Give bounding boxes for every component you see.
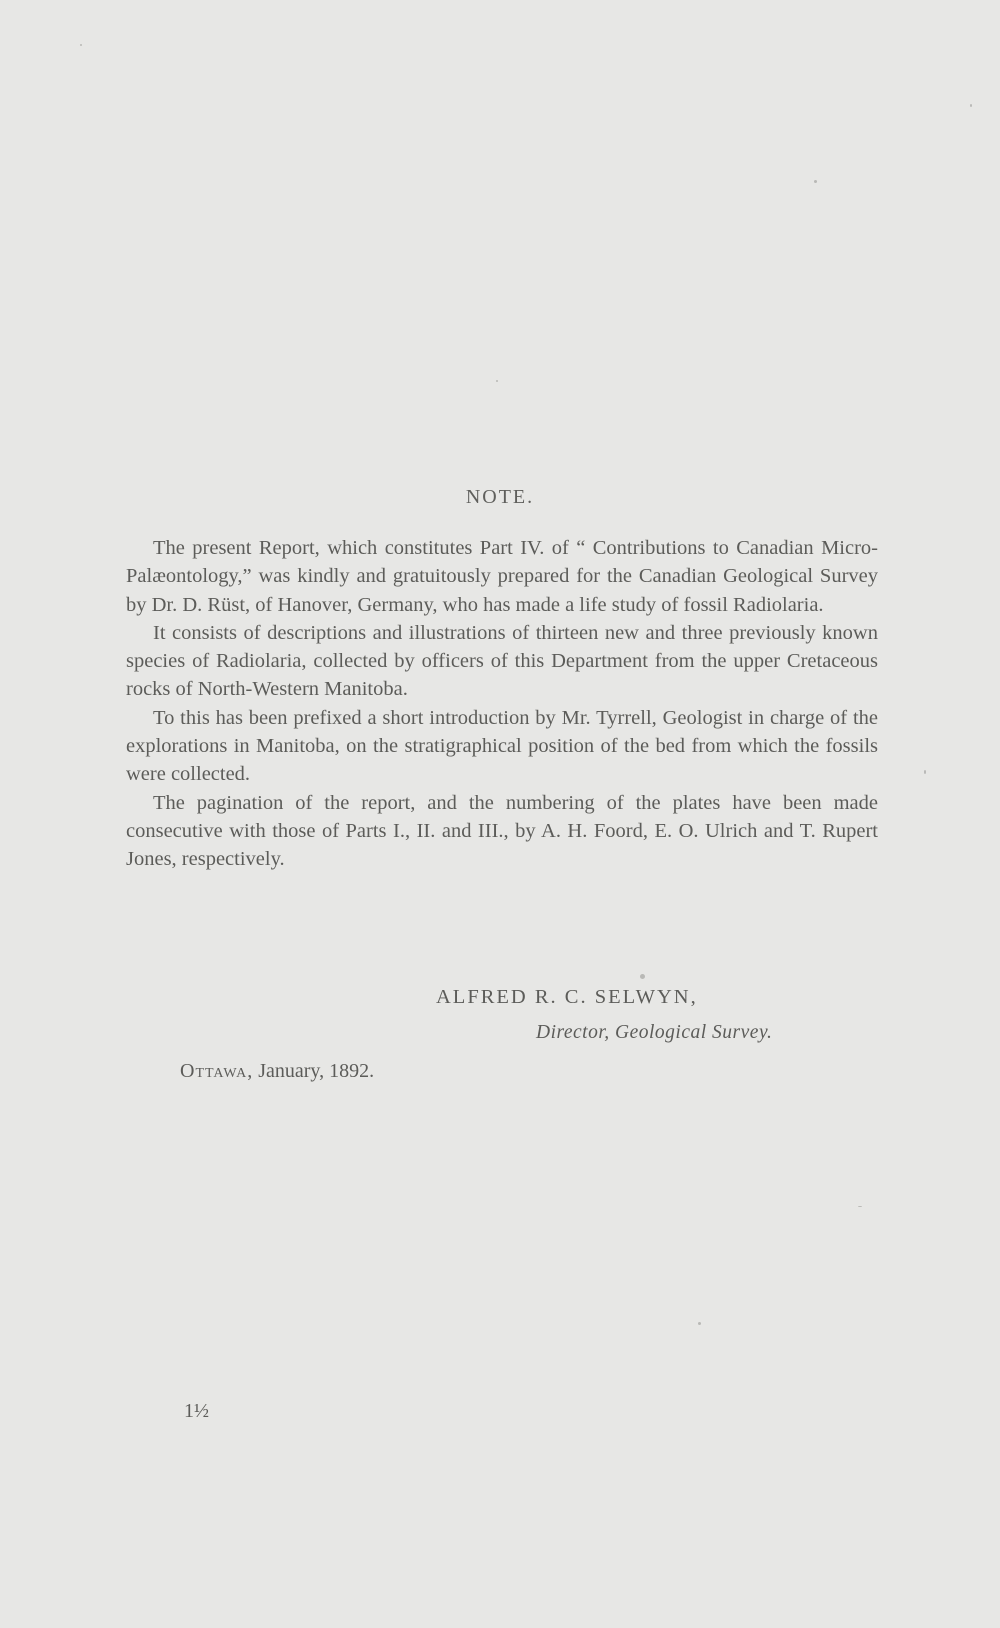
paragraph-4: The pagination of the report, and the numbering of the plates have been made consecutive with those of Parts I., II. and III., by A. H. Foord, E. O. Ulrich and T. Rupert Jones, respectively. — [126, 791, 878, 871]
signature-mark: 1½ — [184, 1400, 209, 1422]
paper-speck — [640, 974, 645, 979]
paper-speck — [698, 1322, 701, 1325]
note-heading: NOTE. — [465, 486, 535, 508]
paragraph-2: It consists of descriptions and illustrations of thirteen new and three previously known species of Radiolaria, collected by officers of this Department from the upper Cretaceous rocks of North-Western Manitoba. — [126, 621, 878, 701]
dateline — [180, 1060, 374, 1083]
paper-speck — [496, 380, 498, 382]
paragraph-1: The present Report, which constitutes Part IV. of “ Contributions to Canadian Micro-Palæontology,” was kindly and gratuitously prepared for the Canadian Geological Survey by Dr. D. Rüst, of Hanover, Germany, who has made a life study of fossil Radiolaria. — [126, 537, 878, 616]
paper-speck — [80, 44, 82, 46]
note-body — [126, 534, 878, 874]
signatory-title: Director, Geological Survey. — [536, 1022, 773, 1043]
date: January, 1892. — [258, 1060, 375, 1082]
paper-speck — [970, 104, 972, 107]
paper-speck — [814, 180, 817, 183]
signatory-name: ALFRED R. C. SELWYN, — [436, 986, 698, 1008]
paper-speck — [924, 770, 926, 774]
paragraph-3: To this has been prefixed a short introduction by Mr. Tyrrell, Geologist in charge of the explorations in Manitoba, on the stratigraphical position of the bed from which the fossils were collected. — [126, 706, 878, 786]
paper-speck — [858, 1206, 862, 1207]
place-name: Ottawa, — [180, 1060, 254, 1082]
